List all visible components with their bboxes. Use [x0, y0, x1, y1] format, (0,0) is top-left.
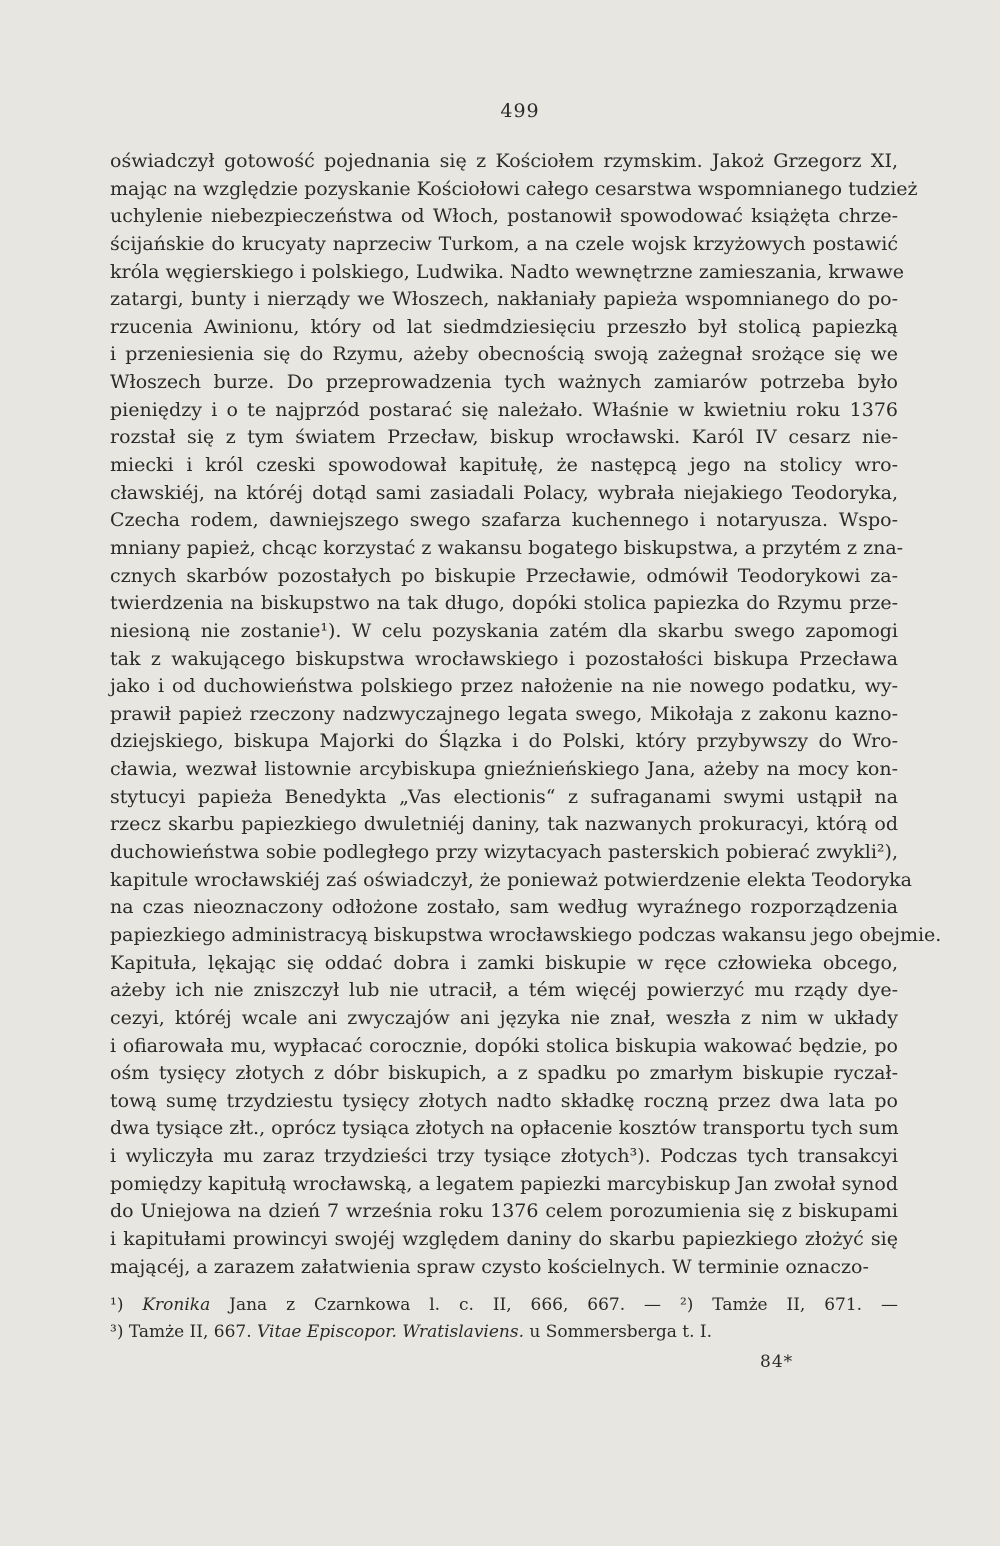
footnote-line-1: [110, 1292, 898, 1319]
printer-signature: 84*: [760, 1352, 794, 1372]
footnotes: [110, 1292, 898, 1346]
body-line: mającéj, a zarazem załatwienia spraw czysto kościelnych. W terminie oznaczo-: [110, 1255, 869, 1278]
body-line: dwa tysiące złt., oprócz tysiąca złotych na opłacenie kosztów transportu tych sum: [110, 1117, 899, 1140]
body-line: cławskiéj, na któréj dotąd sami zasiadali Polacy, wybrała niejakiego Teodoryka,: [110, 481, 898, 504]
body-line: prawił papież rzeczony nadzwyczajnego legata swego, Mikołaja z zakonu kazno-: [110, 702, 898, 725]
body-line: mając na względzie pozyskanie Kościołowi całego cesarstwa wspomnianego tudzież: [110, 177, 918, 200]
body-line: tową sumę trzydziestu tysięcy złotych nadto składkę roczną przez dwa lata po: [110, 1089, 898, 1112]
body-line: dziejskiego, biskupa Majorki do Ślązka i do Polski, który przybywszy do Wro-: [110, 730, 898, 753]
footnote-1-text: Jana z Czarnkowa l. c. II, 666, 667. — ²) Tamże II, 671. —: [210, 1295, 898, 1315]
body-line: rzucenia Awinionu, który od lat siedmdziesięciu przeszło był stolicą papiezką: [110, 315, 898, 338]
body-line: do Uniejowa na dzień 7 września roku 1376 celem porozumienia się z biskupami: [110, 1200, 898, 1223]
body-line: rozstał się z tym światem Przecław, biskup wrocławski. Karól IV cesarz nie-: [110, 426, 898, 449]
body-line: Czecha rodem, dawniejszego swego szafarza kuchennego i notaryusza. Wspo-: [110, 509, 898, 532]
body-line: papiezkiego administracyą biskupstwa wrocławskiego podczas wakansu jego obejmie.: [110, 923, 942, 946]
body-line: Kapituła, lękając się oddać dobra i zamki biskupie w ręce człowieka obcego,: [110, 951, 898, 974]
body-line: duchowieństwa sobie podległego przy wizytacyach pasterskich pobierać zwykli²),: [110, 841, 898, 864]
body-line: uchylenie niebezpieczeństwa od Włoch, postanowił spowodować książęta chrze-: [110, 205, 898, 228]
body-line: tak z wakującego biskupstwa wrocławskiego i pozostałości biskupa Przecława: [110, 647, 898, 670]
body-line: cławia, wezwał listownie arcybiskupa gnieźnieńskiego Jana, ażeby na mocy kon-: [110, 758, 898, 781]
body-line: cznych skarbów pozostałych po biskupie Przecławie, odmówił Teodorykowi za-: [110, 564, 898, 587]
body-line: miecki i król czeski spowodował kapitułę, że następcą jego na stolicy wro-: [110, 454, 898, 477]
body-line: zatargi, bunty i nierządy we Włoszech, nakłaniały papieża wspomnianego do po-: [110, 288, 898, 311]
body-line: twierdzenia na biskupstwo na tak długo, dopóki stolica papiezka do Rzymu prze-: [110, 592, 898, 615]
body-line: pieniędzy i o te najprzód postarać się należało. Właśnie w kwietniu roku 1376: [110, 398, 898, 421]
body-line: pomiędzy kapitułą wrocławską, a legatem papiezki marcybiskup Jan zwołał synod: [110, 1172, 898, 1195]
body-line: i wyliczyła mu zaraz trzydzieści trzy tysiące złotych³). Podczas tych transakcyi: [110, 1145, 898, 1168]
page-number: 499: [500, 100, 540, 122]
footnote-3-italic: Vitae Episcopor. Wratislaviens.: [257, 1322, 524, 1342]
footnote-line-2: [110, 1319, 898, 1346]
body-line: rzecz skarbu papiezkiego dwuletniéj daniny, tak nazwanych prokuracyi, którą od: [110, 813, 898, 836]
body-line: ażeby ich nie zniszczył lub nie utracił, a tém więcéj powierzyć mu rządy dye-: [110, 979, 898, 1002]
body-line: jako i od duchowieństwa polskiego przez nałożenie na nie nowego podatku, wy-: [110, 675, 898, 698]
footnote-1-italic: Kronika: [142, 1295, 211, 1315]
body-line: i ofiarowała mu, wypłacać corocznie, dopóki stolica biskupia wakować będzie, po: [110, 1034, 898, 1057]
body-line: stytucyi papieża Benedykta „Vas electionis“ z sufraganami swymi ustąpił na: [110, 785, 898, 808]
body-line: i przeniesienia się do Rzymu, ażeby obecnością swoją zażegnał srożące się we: [110, 343, 898, 366]
body-line: niesioną nie zostanie¹). W celu pozyskania zatém dla skarbu swego zapomogi: [110, 619, 898, 642]
footnote-3-text: ³) Tamże II, 667.: [110, 1322, 258, 1342]
body-text: [110, 148, 942, 1281]
body-line: ośm tysięcy złotych z dóbr biskupich, a z spadku po zmarłym biskupie ryczał-: [110, 1062, 898, 1085]
body-line: cezyi, któréj wcale ani zwyczajów ani języka nie znał, weszła z nim w układy: [110, 1006, 898, 1029]
footnote-3-source: u Sommersberga t. I.: [524, 1322, 713, 1342]
body-line: mniany papież, chcąc korzystać z wakansu bogatego biskupstwa, a przytém z zna-: [110, 536, 904, 559]
body-line: na czas nieoznaczony odłożone zostało, sam według wyraźnego rozporządzenia: [110, 896, 898, 919]
body-line: i kapitułami prowincyi swojéj względem daniny do skarbu papiezkiego złożyć się: [110, 1227, 898, 1250]
body-line: króla węgierskiego i polskiego, Ludwika. Nadto wewnętrzne zamieszania, krwawe: [110, 260, 905, 283]
footnote-1-marker-text: ¹): [110, 1295, 143, 1315]
body-line: ścijańskie do krucyaty naprzeciw Turkom, a na czele wojsk krzyżowych postawić: [110, 232, 898, 255]
body-line: kapitule wrocławskiéj zaś oświadczył, że ponieważ potwierdzenie elekta Teodoryka: [110, 868, 913, 891]
body-line: Włoszech burze. Do przeprowadzenia tych ważnych zamiarów potrzeba było: [110, 371, 898, 394]
body-line: oświadczył gotowość pojednania się z Kościołem rzymskim. Jakoż Grzegorz XI,: [110, 150, 898, 172]
